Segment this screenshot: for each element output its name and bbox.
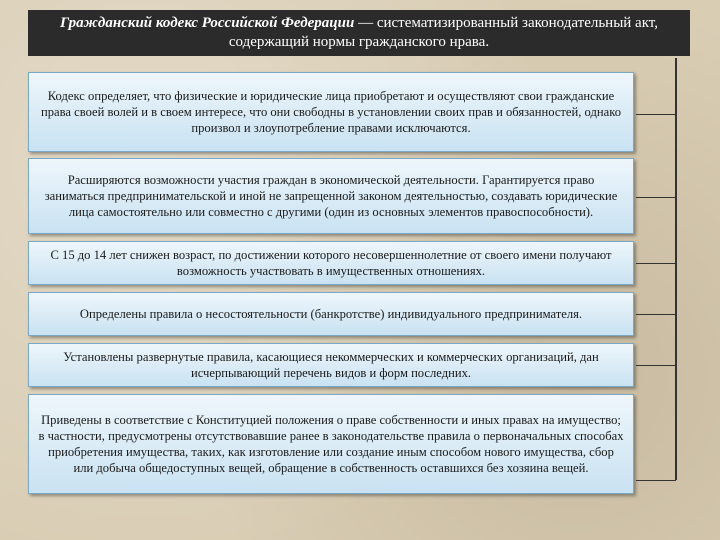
connector-trunk [675, 58, 677, 480]
item-box-6 [28, 394, 634, 494]
connector-2 [636, 197, 676, 198]
title-emphasis: Гражданский кодекс Российской Федерации [60, 15, 355, 31]
item-box-4 [28, 292, 634, 336]
item-box-5 [28, 343, 634, 387]
connector-1 [636, 114, 676, 115]
item-text-5: Установлены развернутые правила, касающиеся некоммерческих и коммерческих организаций, дан исчерпывающий перечень видов и форм последних. [63, 350, 599, 380]
connector-3 [636, 263, 676, 264]
header-title [28, 10, 690, 56]
item-box-3 [28, 241, 634, 285]
item-box-2 [28, 158, 634, 234]
title-rest: — систематизированный законодательный акт, содержащий нормы гражданского нрава. [228, 15, 658, 50]
item-text-6: Приведены в соответствие с Конституцией положения о праве собственности и иных правах на имущество; в частности, предусмотрены отсутствовавшие ранее в законодательстве правила о первоначальных способах приобретения имущества, таких, как изготовление или создание иным способом нового имущества, сбор или добыча общедоступных вещей, обращение в собственность оставшихся без хозяина вещей. [38, 413, 624, 475]
item-box-1 [28, 72, 634, 152]
connector-4 [636, 314, 676, 315]
item-text-4: Определены правила о несостоятельности (банкротстве) индивидуального предпринимателя. [79, 307, 583, 321]
connector-5 [636, 365, 676, 366]
item-text-2: Расширяются возможности участия граждан в экономической деятельности. Гарантируется право заниматься предпринимательской и иной не запрещенной законом деятельностью, создавать юридические лица самостоятельно или совместно с другими (один из основных элементов правоспособности). [44, 173, 618, 219]
connector-6 [636, 480, 676, 481]
item-text-1: Кодекс определяет, что физические и юридические лица приобретают и осуществляют свои гражданские права своей волей и в своем интересе, что они свободны в установлении своих прав и обязанностей, однако произвол и злоупотребление правами исключаются. [41, 89, 621, 135]
item-text-3: С 15 до 14 лет снижен возраст, по достижении которого несовершеннолетние от своего имени получают возможность участвовать в имущественных отношениях. [50, 248, 612, 278]
